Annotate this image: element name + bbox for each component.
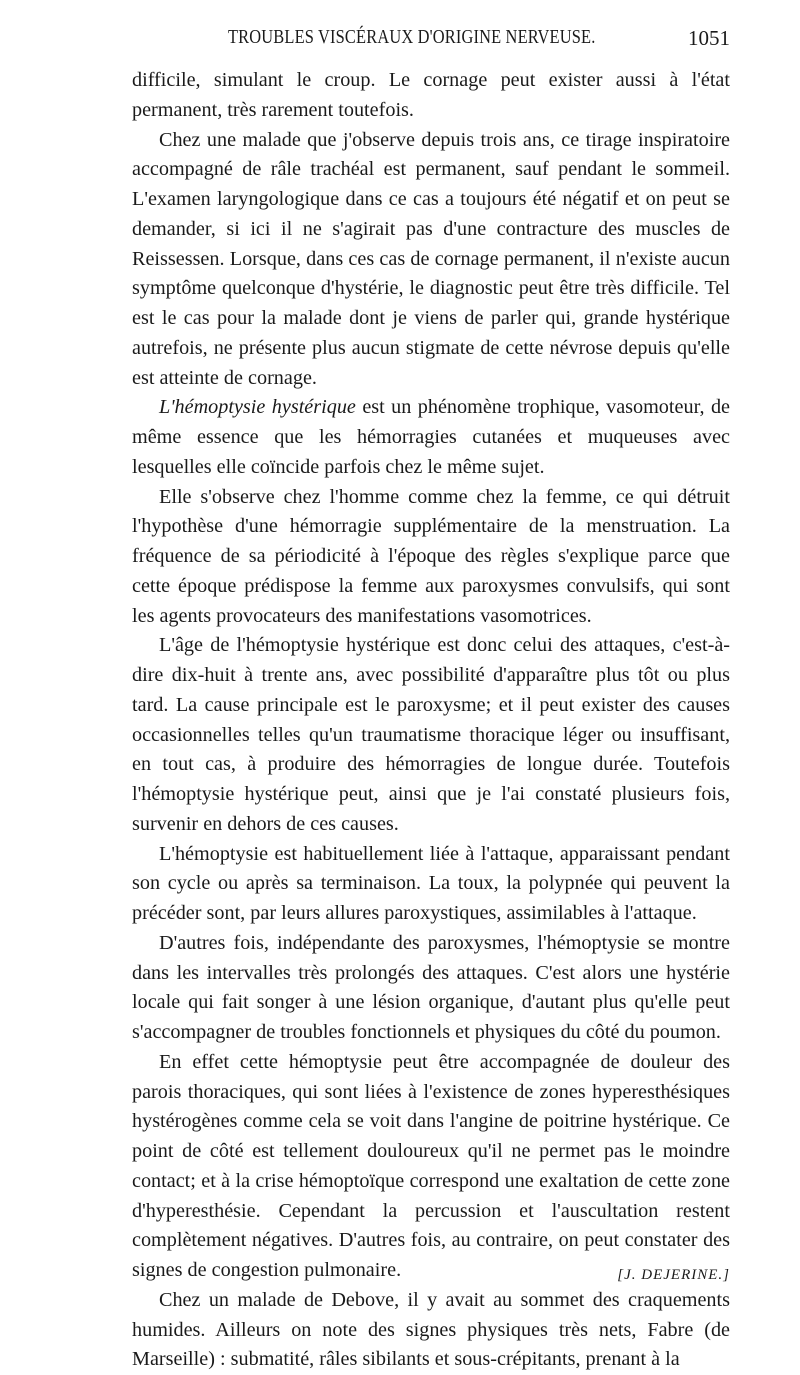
running-title: TROUBLES VISCÉRAUX D'ORIGINE NERVEUSE. — [228, 26, 596, 48]
paragraph-6 — [132, 840, 730, 929]
paragraph-9 — [132, 1286, 730, 1375]
paragraph-7 — [132, 929, 730, 1048]
paragraph-2-text: Chez une malade que j'observe depuis trois ans, ce tirage inspiratoire accompagné de râle trachéal est permanent, sauf pendant le sommeil. L'examen laryngologique dans ce cas a toujours été négatif et on peut se demander, si ici il ne s'agirait pas d'une contracture des muscles de Reissessen. Lorsque, dans ces cas de cornage permanent, il n'existe aucun symptôme quelconque d'hystérie, le diagnostic peut être très difficile. Tel est le cas pour la malade dont je viens de parler qui, grande hystérique autrefois, ne présente plus aucun stigmate de cette névrose depuis qu'elle est atteinte de cornage. — [132, 128, 730, 389]
paragraph-3-text: est un phénomène trophique, vasomoteur, de même essence que les hémorragies cutanées et muqueuses avec lesquelles elle coïncide parfois chez le même sujet. — [132, 396, 731, 478]
paragraph-3-italic-lead: L'hémoptysie hystérique — [159, 396, 356, 419]
paragraph-1-text: difficile, simulant le croup. Le cornage peut exister aussi à l'état permanent, très rarement toutefois. — [132, 69, 730, 121]
paragraph-7-text: D'autres fois, indépendante des paroxysmes, l'hémoptysie se montre dans les intervalles très prolongés des attaques. C'est alors une hystérie locale qui fait songer à une lésion organique, d'autant plus qu'elle peut s'accompagner de troubles fonctionnels et physiques du côté du poumon. — [132, 931, 730, 1043]
paragraph-4 — [132, 483, 730, 632]
paragraph-8-text: En effet cette hémoptysie peut être accompagnée de douleur des parois thoraciques, qui sont liées à l'existence de zones hyperesthésiques hystérogènes comme cela se voit dans l'angine de poitrine hystérique. Ce point de côté est tellement douloureux qu'il ne permet pas le moindre contact; et à la crise hémoptoïque correspond une exaltation de cette zone d'hyperesthésie. Cependant la percussion et l'auscultation restent complètement négatives. D'autres fois, au contraire, on peut constater des signes de congestion pulmonaire. — [132, 1050, 730, 1281]
running-head — [130, 26, 730, 56]
page-number: 1051 — [688, 26, 730, 50]
paragraph-1 — [132, 66, 730, 126]
author-signature: [J. DEJERINE.] — [617, 1267, 730, 1283]
paragraph-4-text: Elle s'observe chez l'homme comme chez la femme, ce qui détruit l'hypothèse d'une hémorragie supplémentaire de la menstruation. La fréquence de sa périodicité à l'époque des règles s'explique parce que cette époque prédispose la femme aux paroxysmes convulsifs, qui sont les agents provocateurs des manifestations vasomotrices. — [132, 485, 730, 627]
paragraph-6-text: L'hémoptysie est habituellement liée à l'attaque, apparaissant pendant son cycle ou après sa terminaison. La toux, la polypnée qui peuvent la précéder sont, par leurs allures paroxystiques, assimilables à l'attaque. — [132, 842, 730, 924]
paragraph-9-text: Chez un malade de Debove, il y avait au sommet des craquements humides. Ailleurs on note des signes physiques très nets, Fabre (de Marseille) : submatité, râles sibilants et sous-crépitants, prenant à la — [132, 1288, 730, 1371]
paragraph-2 — [132, 126, 730, 394]
paragraph-5 — [132, 631, 730, 839]
body-text — [132, 66, 730, 1375]
paragraph-3 — [132, 393, 730, 482]
paragraph-5-text: L'âge de l'hémoptysie hystérique est donc celui des attaques, c'est-à-dire dix-huit à trente ans, avec possibilité d'apparaître plus tôt ou plus tard. La cause principale est le paroxysme; et il peut exister des causes occasionnelles telles qu'un traumatisme thoracique léger ou insuffisant, en tout cas, à produire des hémorragies de longue durée. Toutefois l'hémoptysie hystérique peut, ainsi que je l'ai constaté plusieurs fois, survenir en dehors de ces causes. — [132, 634, 730, 835]
paragraph-8 — [132, 1048, 730, 1286]
